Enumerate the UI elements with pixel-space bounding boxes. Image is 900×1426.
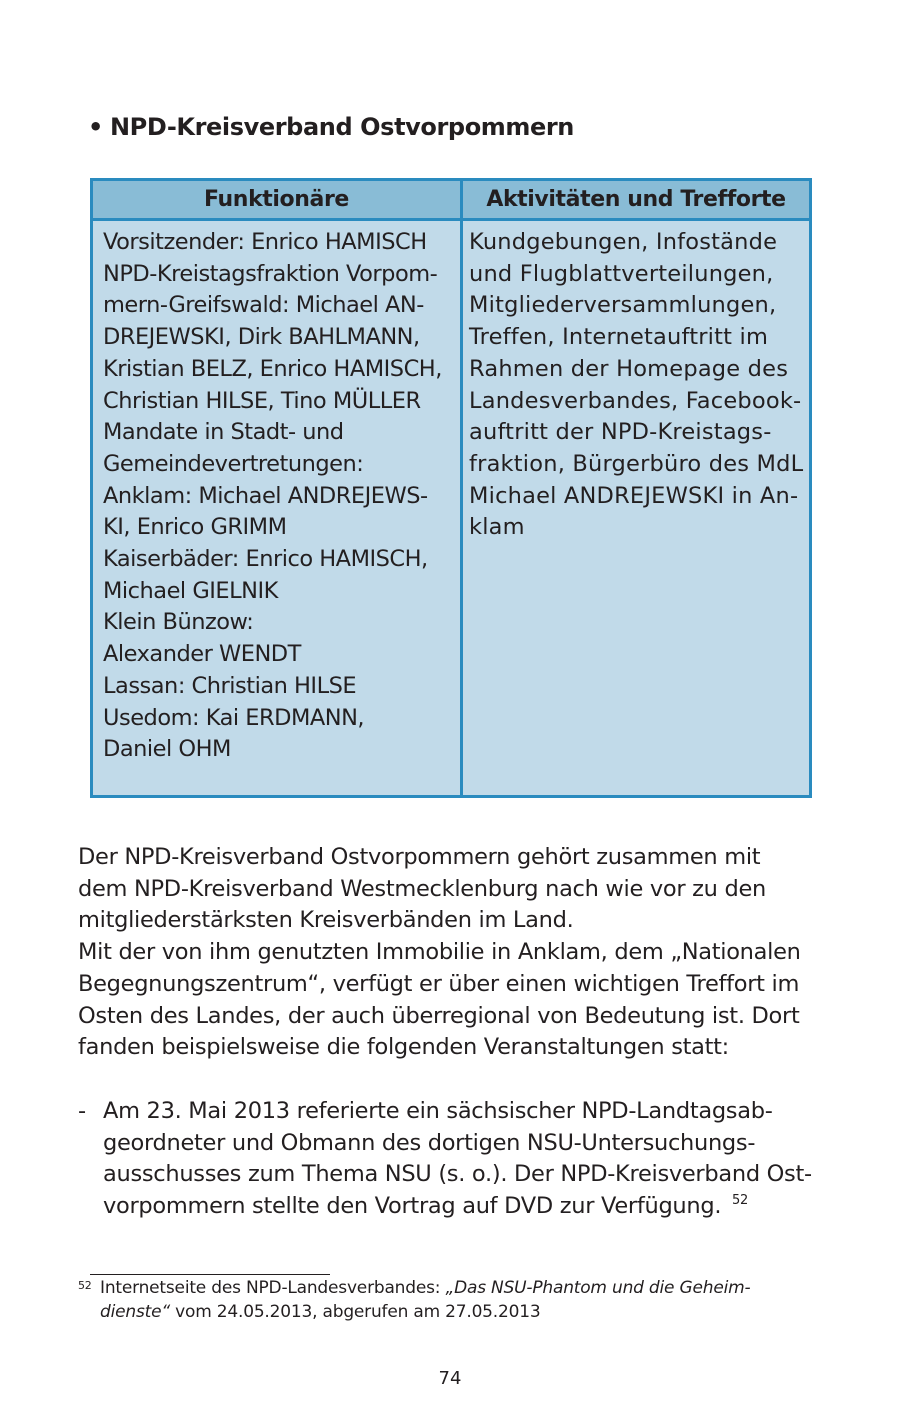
cell-line: DREJEWSKI, Dirk BAHLMANN, xyxy=(103,324,420,351)
functionaries-table xyxy=(90,178,812,798)
cell-line: Mandate in Stadt- und xyxy=(103,419,344,446)
cell-line: Kundgebungen, Infostände xyxy=(469,229,778,255)
cell-line: klam xyxy=(469,514,525,541)
text-line: Der NPD-Kreisverband Ostvorpommern gehört zusammen mit xyxy=(78,844,761,870)
text-line: Mit der von ihm genutzten Immobilie in Anklam, dem „Nationalen xyxy=(78,939,801,966)
bullet-icon: • xyxy=(88,113,103,141)
cell-line: Daniel OHM xyxy=(103,736,231,763)
cell-line: auftritt der NPD-Kreistags- xyxy=(469,419,772,446)
page-number: 74 xyxy=(438,1368,462,1389)
footnote-divider xyxy=(90,1274,330,1275)
footnote-number: 52 xyxy=(78,1279,92,1292)
cell-line: Treffen, Internetauftritt im xyxy=(469,324,769,351)
section-title: NPD-Kreisverband Ostvorpommern xyxy=(110,113,574,141)
text-line: fanden beispielsweise die folgenden Veranstaltungen statt: xyxy=(78,1034,729,1061)
cell-line: Usedom: Kai ERDMANN, xyxy=(103,704,365,731)
footnote-prefix: Internetseite des NPD-Landesverbandes: xyxy=(100,1278,446,1298)
text-line: mitgliederstärksten Kreisverbänden im Land. xyxy=(78,907,574,934)
cell-line: Mitgliederversammlungen, xyxy=(469,292,777,319)
cell-line: Alexander WENDT xyxy=(103,641,301,668)
list-item xyxy=(78,1096,818,1223)
cell-line: Vorsitzender: Enrico HAMISCH xyxy=(103,229,427,255)
footnote xyxy=(78,1276,818,1324)
cell-line: KI, Enrico GRIMM xyxy=(103,514,287,541)
cell-line: Landesverbandes, Facebook- xyxy=(469,387,802,414)
table-row xyxy=(92,220,811,797)
activities-cell xyxy=(462,220,811,797)
text-line: ausschusses zum Thema NSU (s. o.). Der NPD-Kreisverband Ost- xyxy=(103,1161,812,1188)
footnote-title-part1: „Das NSU-Phantom und die Geheim- xyxy=(445,1278,751,1298)
functionaries-cell xyxy=(92,220,462,797)
text-line: dem NPD-Kreisverband Westmecklenburg nach wie vor zu den xyxy=(78,875,766,902)
cell-line: und Flugblattverteilungen, xyxy=(469,260,774,287)
section-heading xyxy=(88,110,574,144)
text-line: Osten des Landes, der auch überregional von Bedeutung ist. Dort xyxy=(78,1002,800,1029)
text-line: Begegnungszentrum“, verfügt er über einen wichtigen Treffort im xyxy=(78,970,800,997)
text-line: vorpommern stellte den Vortrag auf DVD zur Verfügung. xyxy=(103,1193,722,1220)
text-line: Am 23. Mai 2013 referierte ein sächsischer NPD-Landtagsab- xyxy=(103,1098,773,1124)
text-line-with-ref xyxy=(103,1191,818,1223)
cell-line: Gemeindevertretungen: xyxy=(103,450,364,477)
paragraph-membership xyxy=(78,842,818,1064)
text-line: geordneter und Obmann des dortigen NSU-Untersuchungs- xyxy=(103,1129,756,1156)
cell-line: mern-Greifswald: Michael AN- xyxy=(103,292,424,319)
header-funktionaere: Funktionäre xyxy=(92,180,462,220)
cell-line: Kaiserbäder: Enrico HAMISCH, xyxy=(103,546,428,573)
footnote-suffix: vom 24.05.2013, abgerufen am 27.05.2013 xyxy=(169,1302,541,1322)
cell-line: Michael GIELNIK xyxy=(103,577,278,604)
cell-line: fraktion, Bürgerbüro des MdL xyxy=(469,450,804,477)
footnote-title-part2: dienste“ xyxy=(100,1302,170,1322)
cell-line: Christian HILSE, Tino MÜLLER xyxy=(103,387,421,414)
cell-line: Anklam: Michael ANDREJEWS- xyxy=(103,482,428,509)
cell-line: Kristian BELZ, Enrico HAMISCH, xyxy=(103,355,442,382)
cell-line: Rahmen der Homepage des xyxy=(469,355,789,382)
cell-line: NPD-Kreistagsfraktion Vorpom- xyxy=(103,260,438,287)
cell-line: Lassan: Christian HILSE xyxy=(103,672,357,699)
header-aktivitaeten: Aktivitäten und Trefforte xyxy=(462,180,811,220)
cell-line: Klein Bünzow: xyxy=(103,609,254,636)
table-header-row xyxy=(92,180,811,220)
cell-line: Michael ANDREJEWSKI in An- xyxy=(469,482,799,509)
footnote-reference[interactable]: 52 xyxy=(732,1193,748,1209)
dash-marker: - xyxy=(78,1098,86,1124)
